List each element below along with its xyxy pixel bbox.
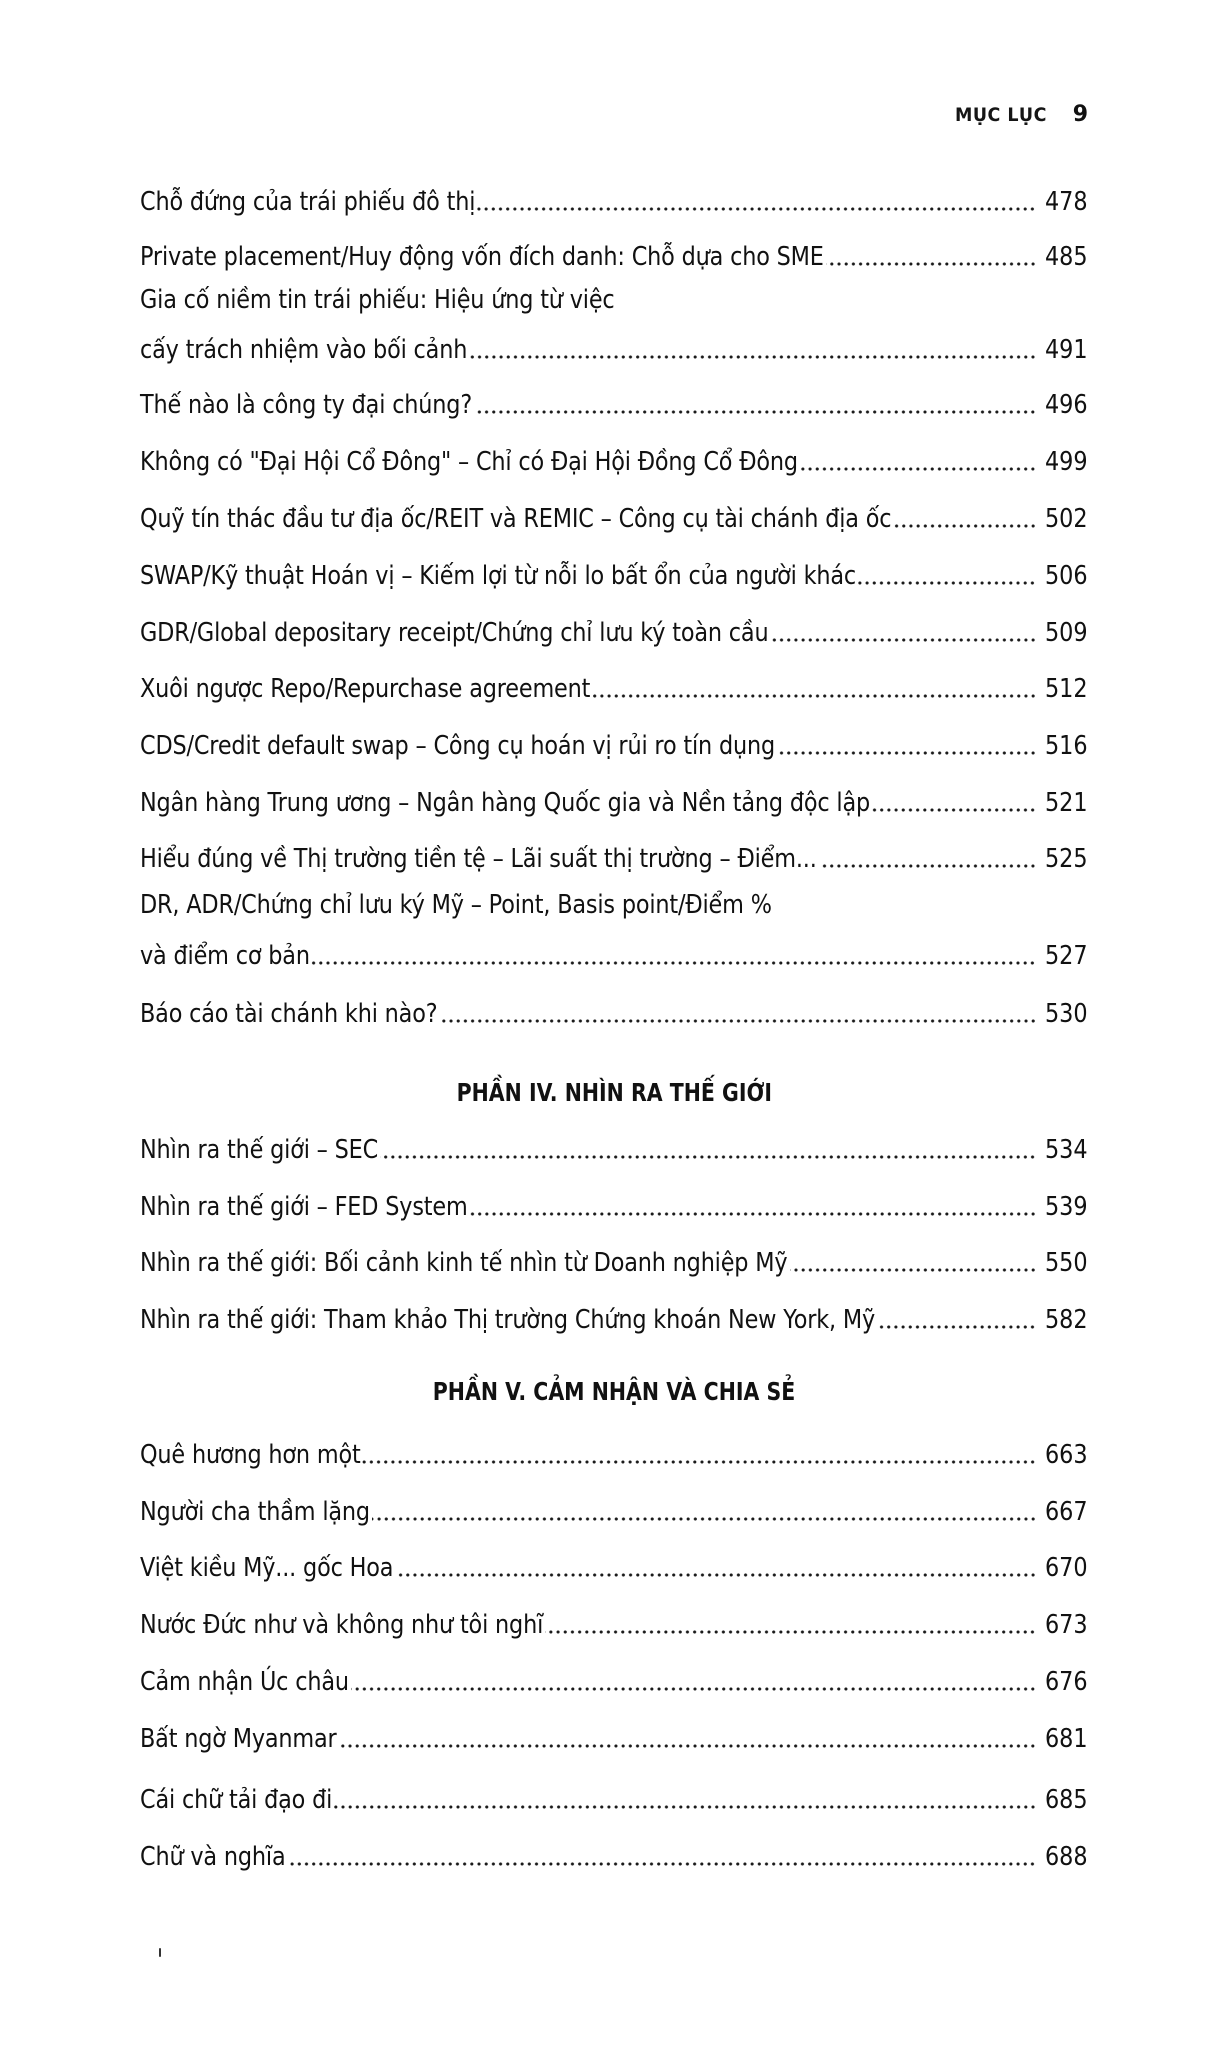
toc-entry-title: cấy trách nhiệm vào bối cảnh <box>140 335 468 365</box>
dot-leader <box>877 1324 1036 1330</box>
toc-entry <box>140 664 1088 704</box>
toc-entry-page: 582 <box>1045 1305 1088 1335</box>
toc-entry <box>140 1775 1088 1815</box>
toc-entry <box>140 1487 1088 1527</box>
toc-entry-page: 502 <box>1045 504 1088 534</box>
dot-leader <box>396 1572 1037 1578</box>
toc-entry-title-line1: Gia cố niềm tin trái phiếu: Hiệu ứng từ việc <box>140 285 615 315</box>
dot-leader <box>469 354 1037 360</box>
toc-entry-page: 499 <box>1045 447 1088 477</box>
toc-entry-title: Thế nào là công ty đại chúng? <box>140 390 473 420</box>
toc-entry-title: Nhìn ra thế giới: Tham khảo Thị trường Chứng khoán New York, Mỹ <box>140 1305 876 1335</box>
dot-leader <box>800 466 1036 472</box>
dot-leader <box>593 693 1037 699</box>
dot-leader <box>334 1804 1037 1810</box>
toc-entry-page: 667 <box>1045 1497 1088 1527</box>
section-heading-part-4 <box>140 1078 1088 1108</box>
dot-leader <box>311 960 1036 966</box>
dot-leader <box>372 1516 1037 1522</box>
page-number: 9 <box>1072 102 1088 127</box>
toc-entry-title: Nước Đức như và không như tôi nghĩ <box>140 1610 544 1640</box>
dot-leader <box>790 1267 1037 1273</box>
toc-entry-page: 676 <box>1045 1667 1088 1697</box>
dot-leader <box>351 1686 1036 1692</box>
toc-entry-page: 506 <box>1045 561 1088 591</box>
dot-leader <box>872 807 1036 813</box>
toc-entry <box>140 1430 1088 1470</box>
dot-leader <box>380 1154 1036 1160</box>
toc-entry <box>140 325 1088 365</box>
toc-entry-title: GDR/Global depositary receipt/Chứng chỉ lưu ký toàn cầu <box>140 618 769 648</box>
toc-entry-page: 491 <box>1045 335 1088 365</box>
toc-entry <box>140 1600 1088 1640</box>
toc-entry <box>140 931 1088 971</box>
toc-entry-title: Việt kiều Mỹ... gốc Hoa <box>140 1553 394 1583</box>
toc-entry-title-line1: DR, ADR/Chứng chỉ lưu ký Mỹ – Point, Basis point/Điểm % <box>140 890 772 920</box>
toc-entry-title: Chỗ đứng của trái phiếu đô thị <box>140 187 476 217</box>
toc-entry-title: Cảm nhận Úc châu <box>140 1667 349 1697</box>
running-header <box>947 102 1088 127</box>
toc-entry-title: Xuôi ngược Repo/Repurchase agreement <box>140 674 591 704</box>
section-heading-text: PHẦN IV. NHÌN RA THẾ GIỚI <box>456 1078 772 1107</box>
toc-entry-page: 530 <box>1045 999 1088 1029</box>
toc-entry <box>140 721 1088 761</box>
toc-entry-page: 673 <box>1045 1610 1088 1640</box>
dot-leader <box>545 1629 1036 1635</box>
toc-entry-page: 534 <box>1045 1135 1088 1165</box>
dot-leader <box>339 1743 1036 1749</box>
toc-entry <box>140 232 1088 272</box>
dot-leader <box>771 637 1037 643</box>
toc-entry-page: 509 <box>1045 618 1088 648</box>
toc-entry-title: Quỹ tín thác đầu tư địa ốc/REIT và REMIC – Công cụ tài chánh địa ốc <box>140 504 892 534</box>
toc-entry-page: 688 <box>1045 1842 1088 1872</box>
toc-entry-title: Bất ngờ Myanmar <box>140 1724 337 1754</box>
toc-entry-page: 681 <box>1045 1724 1088 1754</box>
toc-entry-title: Người cha thầm lặng <box>140 1497 370 1527</box>
toc-entry-title: Nhìn ra thế giới: Bối cảnh kinh tế nhìn từ Doanh nghiệp Mỹ <box>140 1248 788 1278</box>
toc-entry-title: và điểm cơ bản <box>140 941 310 971</box>
toc-entry <box>140 380 1088 420</box>
toc-entry-title: Nhìn ra thế giới – SEC <box>140 1135 379 1165</box>
toc-entry-page: 525 <box>1045 844 1088 874</box>
dot-leader <box>477 206 1036 212</box>
toc-entry-title: Quê hương hơn một <box>140 1440 361 1470</box>
toc-entry <box>140 1125 1088 1165</box>
toc-entry <box>140 1832 1088 1872</box>
toc-entry-page: 478 <box>1045 187 1088 217</box>
toc-entry <box>140 778 1088 818</box>
toc-entry <box>140 1714 1088 1754</box>
toc-entry <box>140 989 1088 1029</box>
toc-entry-page: 685 <box>1045 1785 1088 1815</box>
dot-leader <box>819 863 1037 869</box>
toc-entry-page: 550 <box>1045 1248 1088 1278</box>
dot-leader <box>826 261 1037 267</box>
dot-leader <box>470 1211 1037 1217</box>
toc-entry-title: Hiểu đúng về Thị trường tiền tệ – Lãi suất thị trường – Điểm... <box>140 844 817 874</box>
toc-entry-title: Báo cáo tài chánh khi nào? <box>140 999 438 1029</box>
toc-entry-page: 485 <box>1045 242 1088 272</box>
section-heading-part-5 <box>140 1377 1088 1407</box>
dot-leader <box>894 523 1037 529</box>
toc-entry-title: Nhìn ra thế giới – FED System <box>140 1192 468 1222</box>
section-heading-text: PHẦN V. CẢM NHẬN VÀ CHIA SẺ <box>432 1377 796 1406</box>
toc-entry-title: Private placement/Huy động vốn đích danh: Chỗ dựa cho SME <box>140 242 824 272</box>
toc-entry-page: 521 <box>1045 788 1088 818</box>
toc-entry-page: 663 <box>1045 1440 1088 1470</box>
toc-entry-title: Cái chữ tải đạo đi <box>140 1785 333 1815</box>
dot-leader <box>474 409 1036 415</box>
toc-entry-title: CDS/Credit default swap – Công cụ hoán vị rủi ro tín dụng <box>140 731 776 761</box>
print-speck <box>159 1948 161 1957</box>
toc-entry-page: 539 <box>1045 1192 1088 1222</box>
toc-entry-title: Ngân hàng Trung ương – Ngân hàng Quốc gia và Nền tảng độc lập <box>140 788 871 818</box>
toc-entry <box>140 834 1088 874</box>
toc-entry-page: 516 <box>1045 731 1088 761</box>
toc-entry-title: Không có "Đại Hội Cổ Đông" – Chỉ có Đại Hội Đồng Cổ Đông <box>140 447 798 477</box>
toc-entry <box>140 494 1088 534</box>
toc-entry-page: 527 <box>1045 941 1088 971</box>
toc-entry <box>140 1295 1088 1335</box>
dot-leader <box>440 1018 1037 1024</box>
toc-entry <box>140 177 1088 217</box>
toc-entry <box>140 1182 1088 1222</box>
toc-entry-page: 670 <box>1045 1553 1088 1583</box>
dot-leader <box>362 1459 1036 1465</box>
dot-leader <box>287 1861 1036 1867</box>
running-title: MỤC LỤC <box>954 104 1047 126</box>
dot-leader <box>777 750 1037 756</box>
toc-entry <box>140 1238 1088 1278</box>
toc-entry <box>140 1657 1088 1697</box>
toc-entry-title: SWAP/Kỹ thuật Hoán vị – Kiếm lợi từ nỗi lo bất ổn của người khác <box>140 561 857 591</box>
toc-entry <box>140 1543 1088 1583</box>
toc-entry <box>140 608 1088 648</box>
toc-entry <box>140 551 1088 591</box>
dot-leader <box>858 580 1036 586</box>
toc-entry-title: Chữ và nghĩa <box>140 1842 286 1872</box>
toc-entry-page: 496 <box>1045 390 1088 420</box>
toc-entry-page: 512 <box>1045 674 1088 704</box>
toc-entry <box>140 437 1088 477</box>
